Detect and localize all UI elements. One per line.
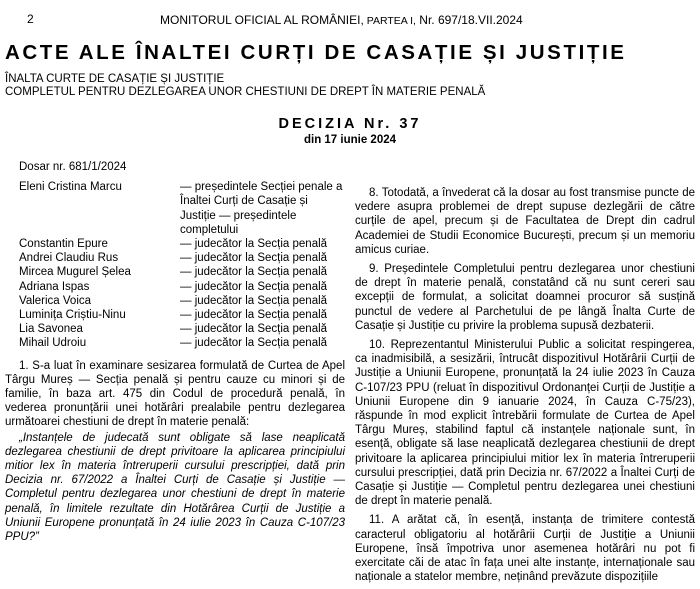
judge-role: — judecător la Secția penală bbox=[180, 294, 328, 307]
paragraph: 8. Totodată, a învederat că la dosar au fost transmise puncte de vedere asupra problemei de drept supuse dezlegării de către curțile de apel, precum și de Facultatea de Drept din cadrul Academiei de Studii Economice București, precum și un memoriu amicus curiae. bbox=[355, 187, 695, 256]
publication-issue: Nr. 697/18.VII.2024 bbox=[415, 13, 523, 27]
decision-date: din 17 iunie 2024 bbox=[303, 134, 397, 146]
decision-title: DECIZIA Nr. 37 bbox=[278, 116, 422, 132]
publication-name: MONITORUL OFICIAL AL ROMÂNIEI, bbox=[160, 13, 364, 27]
left-column bbox=[5, 160, 345, 545]
court-name: ÎNALTA CURTE DE CASAȚIE ȘI JUSTIȚIE bbox=[5, 73, 225, 85]
judge-row bbox=[5, 336, 345, 350]
right-paragraphs bbox=[355, 186, 695, 584]
judge-name: Mircea Mugurel Șelea bbox=[19, 266, 131, 279]
judge-row bbox=[5, 322, 345, 336]
judge-name: Adriana Ispas bbox=[19, 280, 90, 293]
judge-name: Valerica Voica bbox=[19, 294, 92, 307]
paragraph: 9. Președintele Completului pentru dezlegarea unor chestiuni de drept în materie penală, constatând că nu sunt cereri sau excepții de formulat, a solicitat doamnei procuror să susțină punctul de vedere al Parchetului de pe lângă Înalta Curte de Casație și Justiție cu privire la problema supusă dezbaterii. bbox=[355, 263, 695, 332]
section-title: ACTE ALE ÎNALTEI CURȚI DE CASAȚIE ȘI JUSTIȚIE bbox=[5, 41, 627, 64]
judge-name: Mihail Udroiu bbox=[19, 337, 87, 350]
court-panel: COMPLETUL PENTRU DEZLEGAREA UNOR CHESTIUNI DE DREPT ÎN MATERIE PENALĂ bbox=[5, 86, 486, 98]
judge-row bbox=[5, 308, 345, 322]
judge-row bbox=[5, 251, 345, 265]
judge-role: — judecător la Secția penală bbox=[180, 337, 328, 350]
decision-heading bbox=[0, 115, 700, 148]
left-paragraphs bbox=[5, 359, 345, 430]
judge-name: Constantin Epure bbox=[19, 238, 108, 251]
judge-role: — judecător la Secția penală bbox=[180, 266, 328, 279]
judge-name: Lia Savonea bbox=[19, 323, 83, 336]
paragraph: 10. Reprezentantul Ministerului Public a solicitat respingerea, ca inadmisibilă, a sesizării, întrucât dispozitivul Hotărârii Curții de Justiție a Uniunii Europene, pronunțată la 24 iulie 2023 în Cauza C-107/23 PPU (reluat în dispozitivul Ordonanței Curții de Justiție a Uniunii Europene din 9 ianuarie 2024, în Cauza C-75/23), răspunde în mod explicit întrebării formulate de Curtea de Apel Târgu Mureș, stabilind faptul că instanțele naționale sunt, în esență, obligate să lase neaplicată dezlegarea chestiunii de drept privitoare la aplicarea principiului mitior lex în materia întreruperii cursului prescripției, dată prin Decizia nr. 67/2022 a Înaltei Curți de Casație și Justiție — Completul pentru dezlegarea unei chestiuni de drept în materie penală. bbox=[355, 339, 695, 508]
judge-role: — judecător la Secția penală bbox=[180, 323, 328, 336]
right-column bbox=[355, 186, 695, 589]
paragraph: 1. S-a luat în examinare sesizarea formulată de Curtea de Apel Târgu Mureș — Secția penală și pentru cauze cu minori și de familie, în baza art. 475 din Codul de procedură penală, în vederea pronunțării unei hotărâri prealabile pentru dezlegarea următoarei chestiuni de drept în materie penală: bbox=[5, 359, 345, 429]
judge-name: Luminița Criștiu-Ninu bbox=[19, 309, 126, 322]
judge-name: Andrei Claudiu Rus bbox=[19, 252, 119, 265]
page-number: 2 bbox=[27, 12, 34, 26]
judge-row bbox=[5, 180, 345, 237]
file-number: Dosar nr. 681/1/2024 bbox=[19, 161, 127, 173]
question-quote: „Instanțele de judecată sunt obligate să lase neaplicată dezlegarea chestiunii de drept privitoare la aplicarea principiului mitior lex în materia întreruperii cursului prescripției, dată prin Decizia nr. 67/2022 a Înaltei Curți de Casație și Justiție — Completul pentru dezlegarea unor chestiuni de drept în materie penală, în limitele rezultate din Hotărârea Curții de Justiție a Uniunii Europene pronunțată în 24 iulie 2023 în Cauza C-107/23 PPU?” bbox=[5, 431, 345, 544]
judges-list bbox=[5, 180, 345, 350]
judge-row bbox=[5, 237, 345, 251]
judge-role: — judecător la Secția penală bbox=[180, 309, 328, 322]
court-info bbox=[5, 73, 485, 99]
judge-role: — judecător la Secția penală bbox=[180, 252, 328, 265]
judge-row bbox=[5, 294, 345, 308]
judge-role: — judecător la Secția penală bbox=[180, 280, 328, 293]
judge-row bbox=[5, 280, 345, 294]
judge-role: — judecător la Secția penală bbox=[180, 238, 328, 251]
paragraph: 11. A arătat că, în esență, instanța de trimitere contestă caracterul obligatoriu al hotărârii Curții de Justiție a Uniunii Europene, însă împotriva unor asemenea hotărâri nu pot fi exercitate căi de atac în fața unei alte instanțe, internaționale sau naționale a statelor membre, neținând prevăzute dispozițiile bbox=[355, 514, 695, 584]
judge-role: — președintele Secției penale a Înaltei Curți de Casație și Justiție — președintele completului bbox=[180, 181, 343, 236]
page-header bbox=[0, 10, 700, 30]
judge-row bbox=[5, 265, 345, 279]
publication-title bbox=[160, 13, 523, 27]
judge-name: Eleni Cristina Marcu bbox=[19, 181, 122, 194]
publication-part: PARTEA I, bbox=[363, 15, 416, 27]
